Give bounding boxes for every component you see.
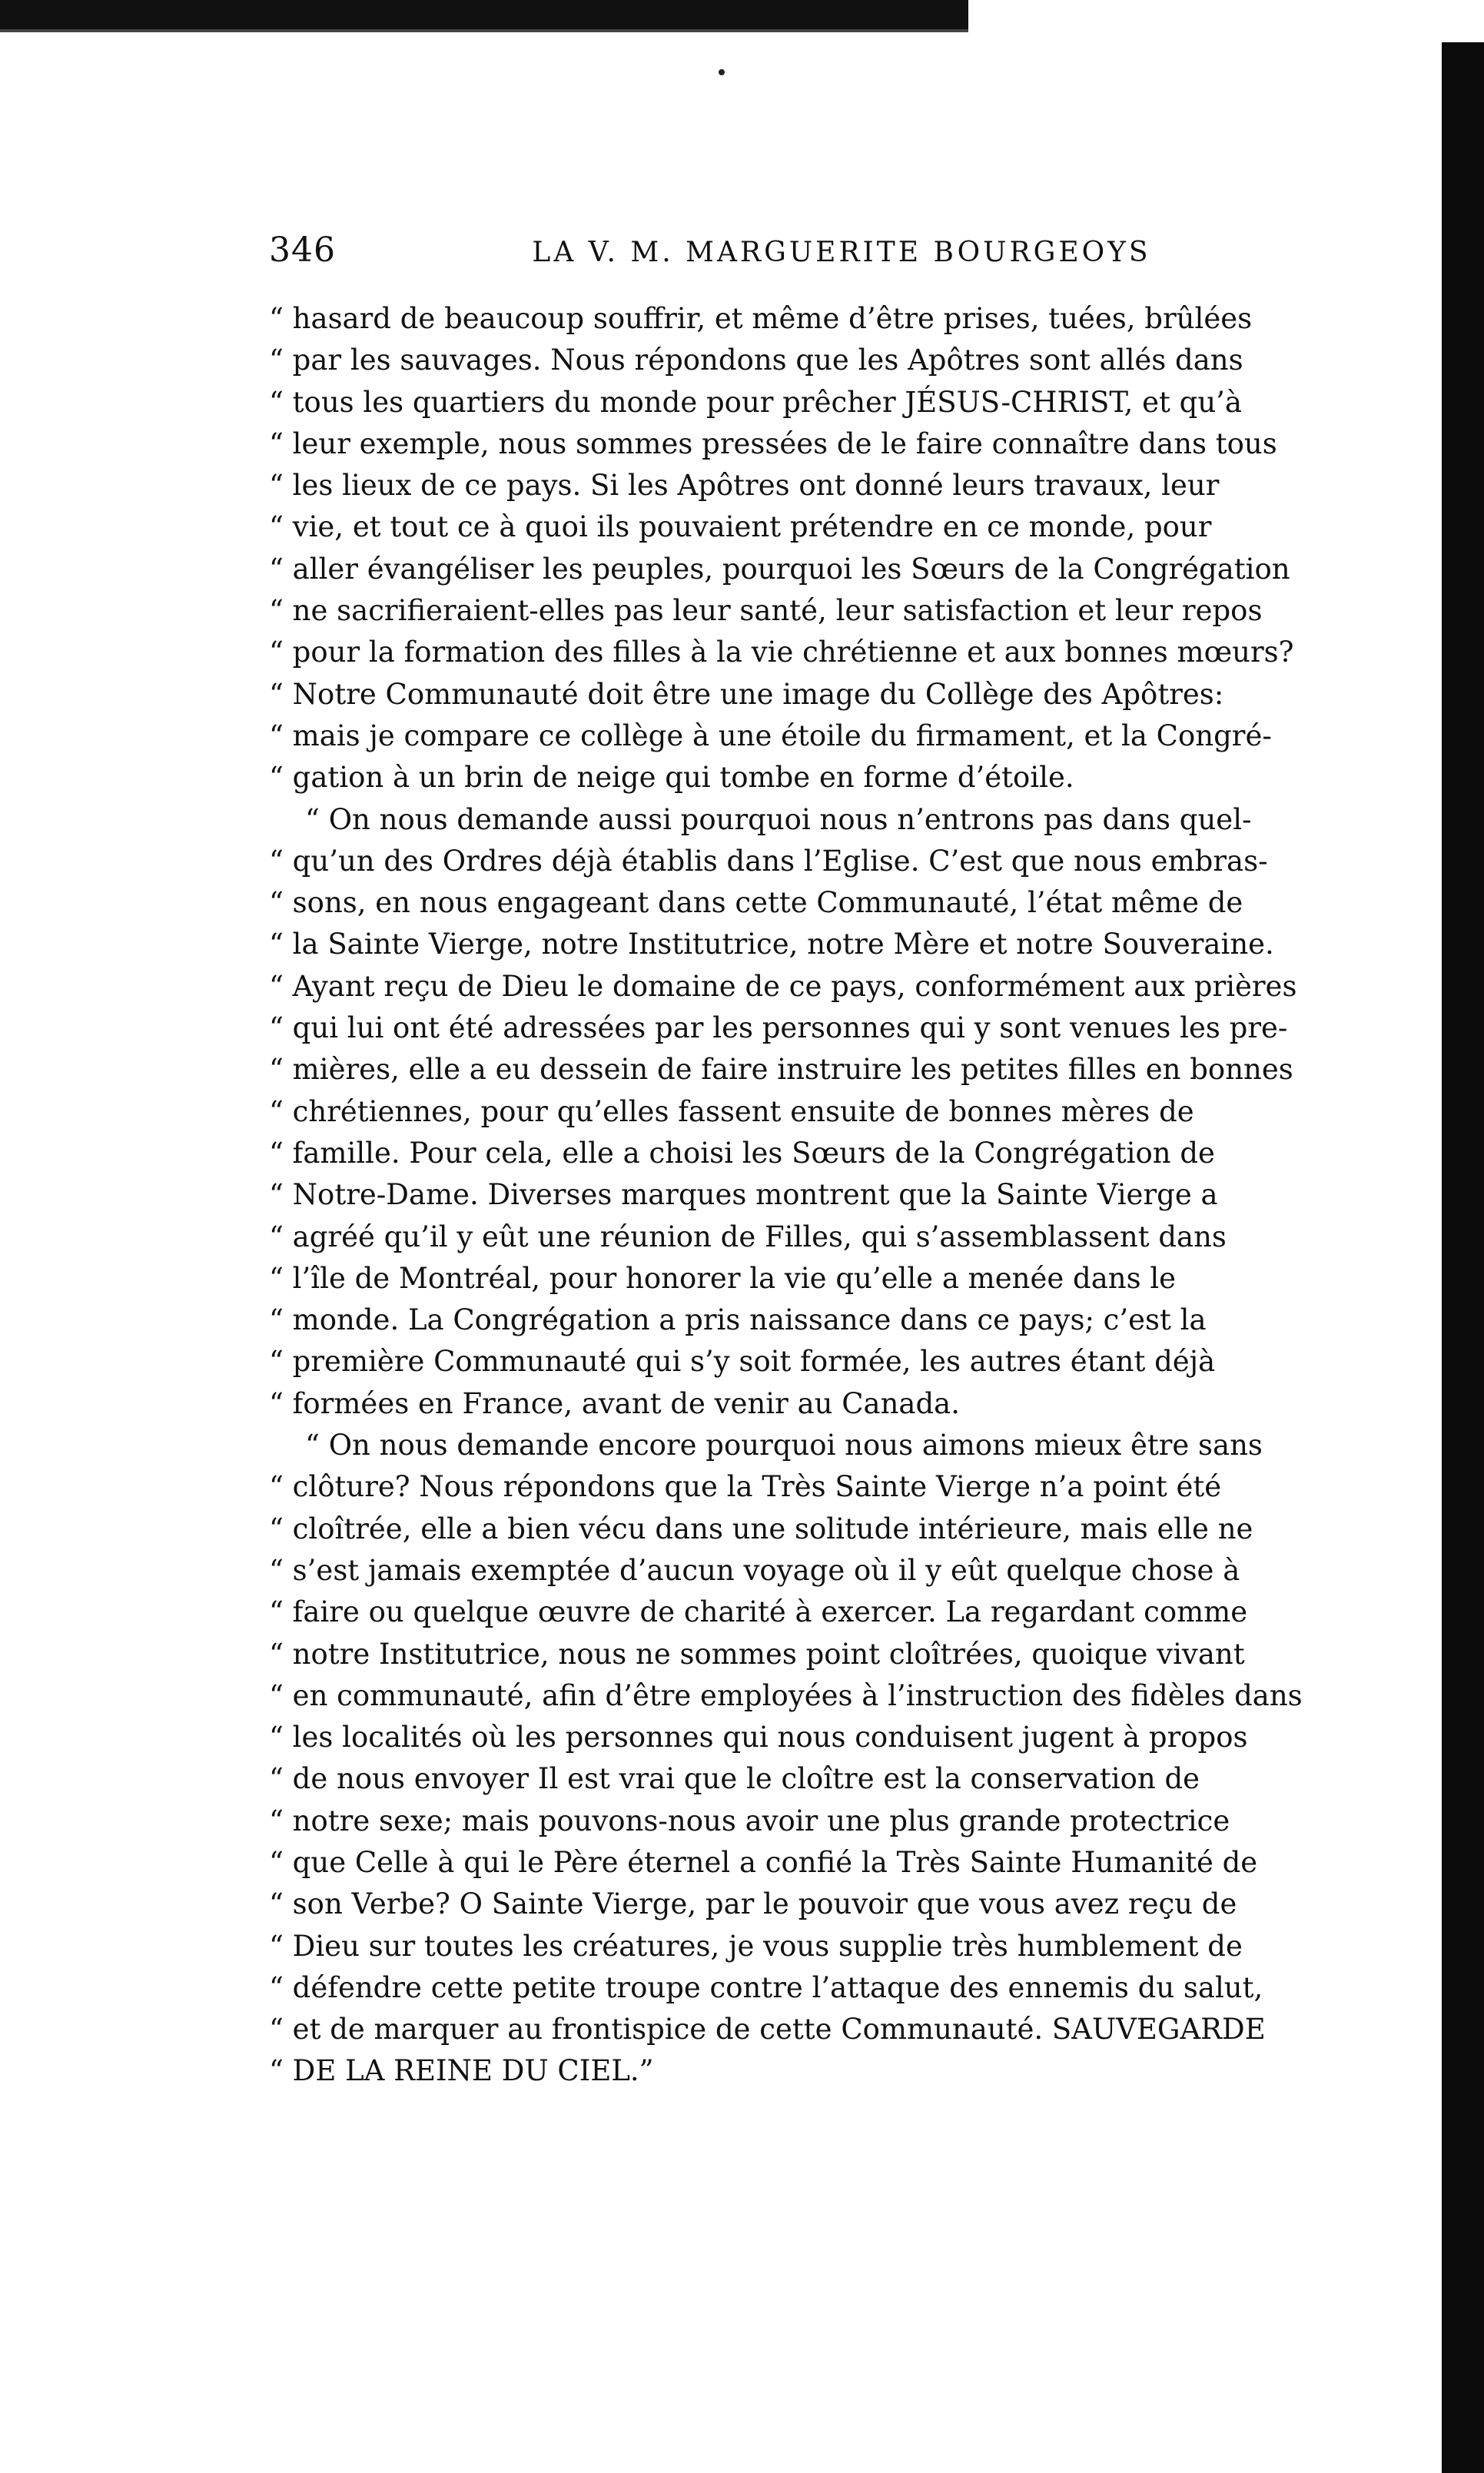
scan-speck — [719, 69, 725, 75]
text-line: “ faire ou quelque œuvre de charité à exercer. La regardant comme — [269, 1595, 1248, 1629]
text-line: “ chrétiennes, pour qu’elles fassent ensuite de bonnes mères de — [269, 1094, 1194, 1128]
text-line: “ Notre-Dame. Diverses marques montrent que la Sainte Vierge a — [269, 1178, 1218, 1212]
running-head — [269, 231, 1368, 284]
text-line: “ et de marquer au frontispice de cette Communauté. SAUVEGARDE — [269, 2013, 1266, 2046]
running-title: LA V. M. MARGUERITE BOURGEOYS — [532, 237, 1151, 268]
text-line: “ première Communauté qui s’y soit formée, les autres étant déjà — [269, 1345, 1216, 1379]
text-line: “ notre Institutrice, nous ne sommes point cloîtrées, quoique vivant — [269, 1637, 1245, 1671]
text-line: “ Dieu sur toutes les créatures, je vous supplie très humblement de — [269, 1929, 1243, 1963]
page-number: 346 — [269, 231, 336, 270]
text-line: “ les localités où les personnes qui nous conduisent jugent à propos — [269, 1721, 1248, 1754]
text-line: “ On nous demande aussi pourquoi nous n’entrons pas dans quel- — [269, 802, 1252, 836]
scan-top-border — [0, 0, 968, 29]
book-page — [269, 231, 1368, 2093]
text-line: “ agréé qu’il y eût une réunion de Filles, qui s’assemblassent dans — [269, 1220, 1227, 1253]
text-line: “ qu’un des Ordres déjà établis dans l’Eglise. C’est que nous embras- — [269, 844, 1268, 878]
text-line: “ mais je compare ce collège à une étoile du firmament, et la Congré- — [269, 719, 1272, 752]
text-line: “ son Verbe? O Sainte Vierge, par le pouvoir que vous avez reçu de — [269, 1887, 1237, 1921]
text-line: “ Notre Communauté doit être une image du Collège des Apôtres: — [269, 677, 1224, 711]
text-line: “ mières, elle a eu dessein de faire instruire les petites filles en bonnes — [269, 1053, 1293, 1087]
text-line: “ hasard de beaucoup souffrir, et même d’être prises, tuées, brûlées — [269, 302, 1253, 335]
text-line: “ les lieux de ce pays. Si les Apôtres ont donné leurs travaux, leur — [269, 469, 1220, 503]
text-line: “ On nous demande encore pourquoi nous aimons mieux être sans — [269, 1429, 1263, 1462]
text-line: “ monde. La Congrégation a pris naissance dans ce pays; c’est la — [269, 1303, 1207, 1337]
text-line: “ clôture? Nous répondons que la Très Sainte Vierge n’a point été — [269, 1470, 1222, 1504]
text-line: “ ne sacrifieraient-elles pas leur santé, leur satisfaction et leur repos — [269, 594, 1263, 628]
text-line: “ DE LA REINE DU CIEL.” — [269, 2054, 654, 2088]
text-line: “ tous les quartiers du monde pour prêcher JÉSUS-CHRIST, et qu’à — [269, 385, 1242, 419]
text-line: “ défendre cette petite troupe contre l’attaque des ennemis du salut, — [269, 1970, 1263, 2004]
scan-right-border — [1442, 42, 1484, 2473]
text-line: “ que Celle à qui le Père éternel a confié la Très Sainte Humanité de — [269, 1845, 1258, 1879]
text-line: “ aller évangéliser les peuples, pourquoi les Sœurs de la Congrégation — [269, 552, 1290, 586]
text-line: “ gation à un brin de neige qui tombe en forme d’étoile. — [269, 761, 1074, 795]
body-text — [269, 298, 1368, 2093]
text-line: “ notre sexe; mais pouvons-nous avoir une plus grande protectrice — [269, 1804, 1230, 1837]
text-line: “ de nous envoyer Il est vrai que le cloître est la conservation de — [269, 1762, 1200, 1796]
text-line: “ cloîtrée, elle a bien vécu dans une solitude intérieure, mais elle ne — [269, 1512, 1253, 1545]
text-line: “ Ayant reçu de Dieu le domaine de ce pays, conformément aux prières — [269, 969, 1297, 1003]
text-line: “ en communauté, afin d’être employées à l’instruction des fidèles dans — [269, 1678, 1303, 1712]
text-line: “ formées en France, avant de venir au Canada. — [269, 1386, 960, 1420]
scan-top-rule — [0, 29, 968, 32]
text-line: “ s’est jamais exemptée d’aucun voyage où il y eût quelque chose à — [269, 1553, 1240, 1587]
text-line: “ sons, en nous engageant dans cette Communauté, l’état même de — [269, 886, 1243, 920]
text-line: “ qui lui ont été adressées par les personnes qui y sont venues les pre- — [269, 1011, 1288, 1045]
text-line: “ par les sauvages. Nous répondons que les Apôtres sont allés dans — [269, 344, 1243, 377]
text-line: “ vie, et tout ce à quoi ils pouvaient prétendre en ce monde, pour — [269, 510, 1212, 544]
text-line: “ pour la formation des filles à la vie chrétienne et aux bonnes mœurs? — [269, 636, 1294, 669]
text-line: “ l’île de Montréal, pour honorer la vie qu’elle a menée dans le — [269, 1261, 1177, 1295]
text-line: “ la Sainte Vierge, notre Institutrice, notre Mère et notre Souveraine. — [269, 928, 1274, 961]
text-line: “ famille. Pour cela, elle a choisi les Sœurs de la Congrégation de — [269, 1136, 1215, 1170]
text-line: “ leur exemple, nous sommes pressées de le faire connaître dans tous — [269, 427, 1277, 460]
